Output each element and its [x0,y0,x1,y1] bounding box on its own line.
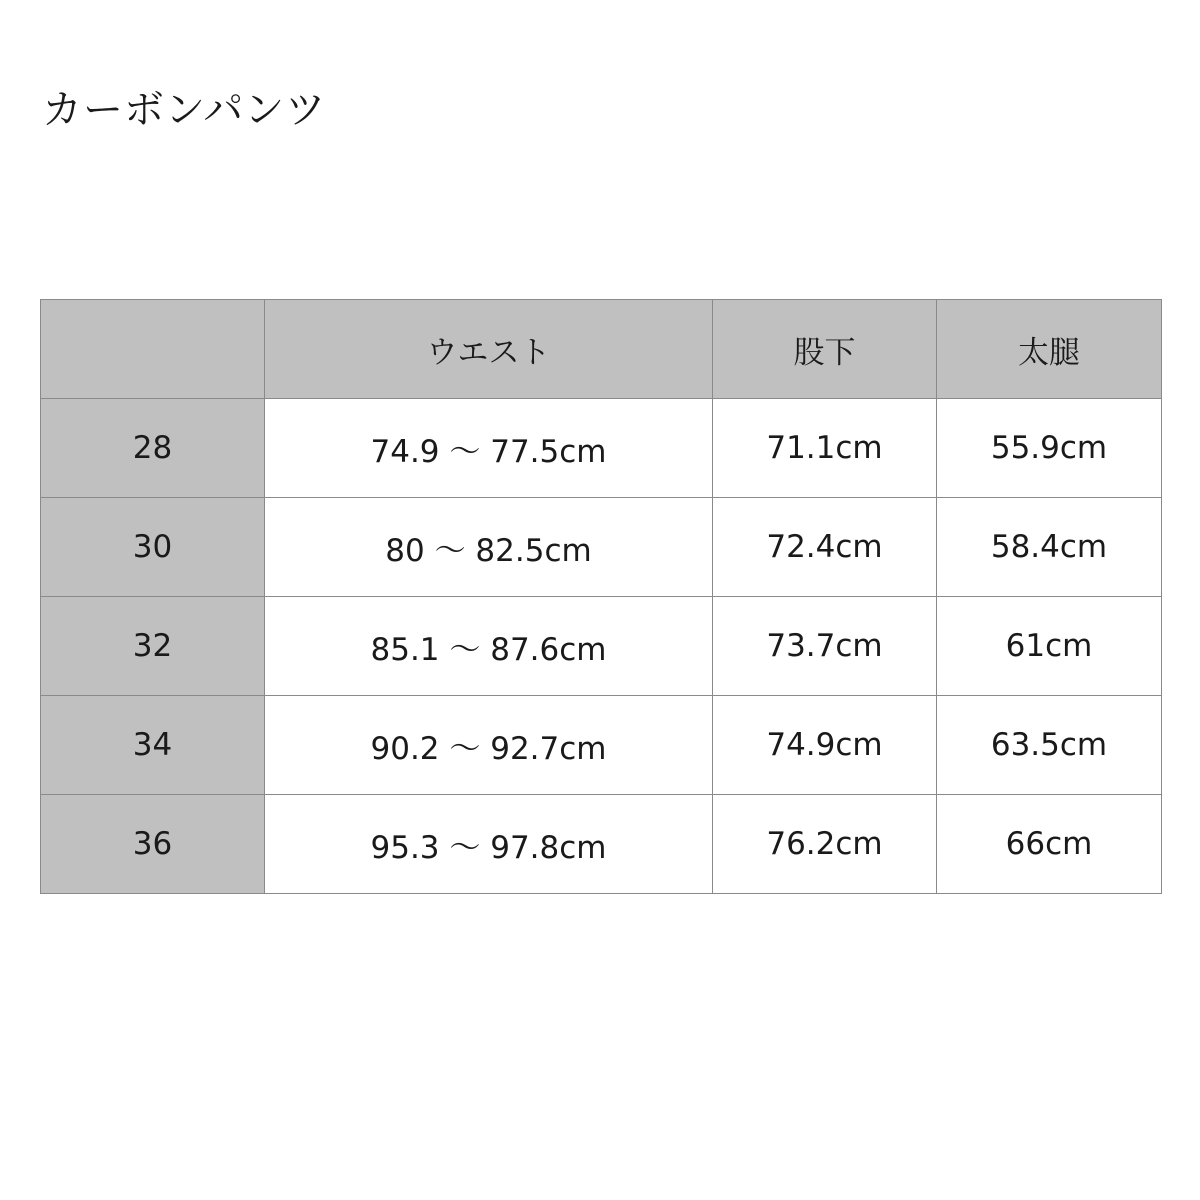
cell-waist: 85.1 〜 87.6cm [265,597,713,696]
cell-thigh: 66cm [937,795,1162,894]
header-waist: ウエスト [265,300,713,399]
cell-size: 34 [41,696,265,795]
table-row [41,597,1162,696]
cell-thigh: 61cm [937,597,1162,696]
cell-inseam: 71.1cm [713,399,937,498]
cell-thigh: 63.5cm [937,696,1162,795]
cell-thigh: 58.4cm [937,498,1162,597]
cell-inseam: 76.2cm [713,795,937,894]
cell-size: 32 [41,597,265,696]
header-thigh: 太腿 [937,300,1162,399]
table-row [41,399,1162,498]
page-title: カーボンパンツ [42,87,327,133]
cell-size: 30 [41,498,265,597]
header-size [41,300,265,399]
cell-size: 28 [41,399,265,498]
table-row [41,498,1162,597]
cell-waist: 74.9 〜 77.5cm [265,399,713,498]
cell-thigh: 55.9cm [937,399,1162,498]
cell-waist: 95.3 〜 97.8cm [265,795,713,894]
cell-inseam: 72.4cm [713,498,937,597]
size-chart-table [40,299,1162,894]
cell-size: 36 [41,795,265,894]
cell-waist: 80 〜 82.5cm [265,498,713,597]
table-header-row [41,300,1162,399]
cell-inseam: 74.9cm [713,696,937,795]
table-row [41,795,1162,894]
cell-inseam: 73.7cm [713,597,937,696]
table-row [41,696,1162,795]
header-inseam: 股下 [713,300,937,399]
cell-waist: 90.2 〜 92.7cm [265,696,713,795]
